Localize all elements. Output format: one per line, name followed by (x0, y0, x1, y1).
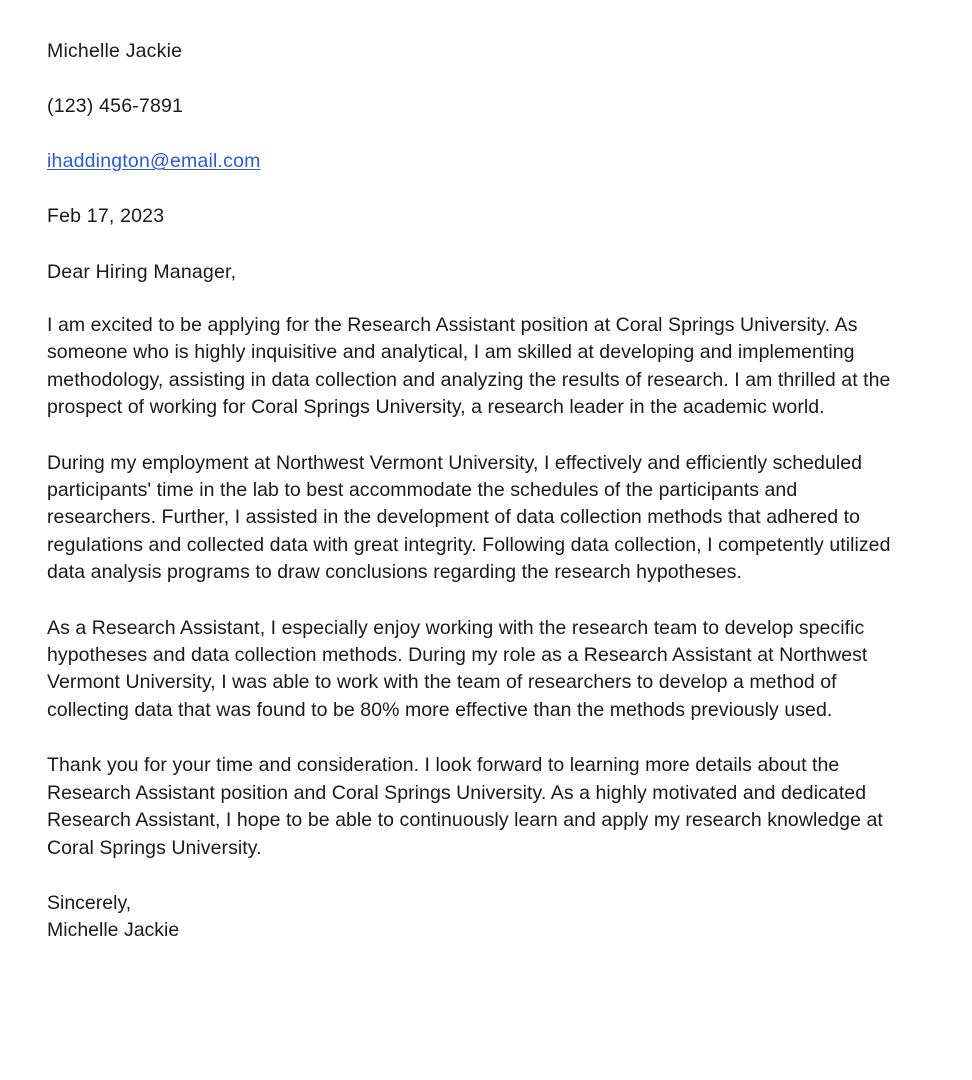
closing-block (47, 890, 902, 945)
signature-name: Michelle Jackie (47, 919, 180, 942)
sender-email-link[interactable]: ihaddington@email.com (47, 150, 261, 172)
sender-email-line (47, 148, 902, 174)
letter-date: Feb 17, 2023 (47, 205, 165, 227)
cover-letter-body (47, 38, 902, 945)
sender-name: Michelle Jackie (47, 40, 183, 62)
body-paragraph-4: Thank you for your time and consideration. I look forward to learning more details about the Research Assistant position and Coral Springs University. As a highly motivated and dedicated Research Assistant, I hope to be able to continuously learn and apply my research knowledge at Coral Springs University. (47, 754, 883, 859)
body-paragraph-2: During my employment at Northwest Vermont University, I effectively and efficiently scheduled participants' time in the lab to best accommodate the schedules of the participants and researchers. Further, I assisted in the development of data collection methods that adhered to regulations and collected data with great integrity. Following data collection, I competently utilized data analysis programs to draw conclusions regarding the research hypotheses. (47, 451, 891, 584)
salutation: Dear Hiring Manager, (47, 261, 237, 283)
body-paragraph-3: As a Research Assistant, I especially enjoy working with the research team to develop specific hypotheses and data collection methods. During my role as a Research Assistant at Northwest Vermont University, I was able to work with the team of researchers to develop a method of collecting data that was found to be 80% more effective than the methods previously used. (47, 616, 868, 721)
valediction: Sincerely, (47, 891, 132, 914)
sender-phone: (123) 456-7891 (47, 95, 184, 117)
body-paragraph-1: I am excited to be applying for the Research Assistant position at Coral Springs University. As someone who is highly inquisitive and analytical, I am skilled at developing and implementing methodology, assisting in data collection and analyzing the results of research. I am thrilled at the prospect of working for Coral Springs University, a research leader in the academic world. (47, 314, 891, 419)
